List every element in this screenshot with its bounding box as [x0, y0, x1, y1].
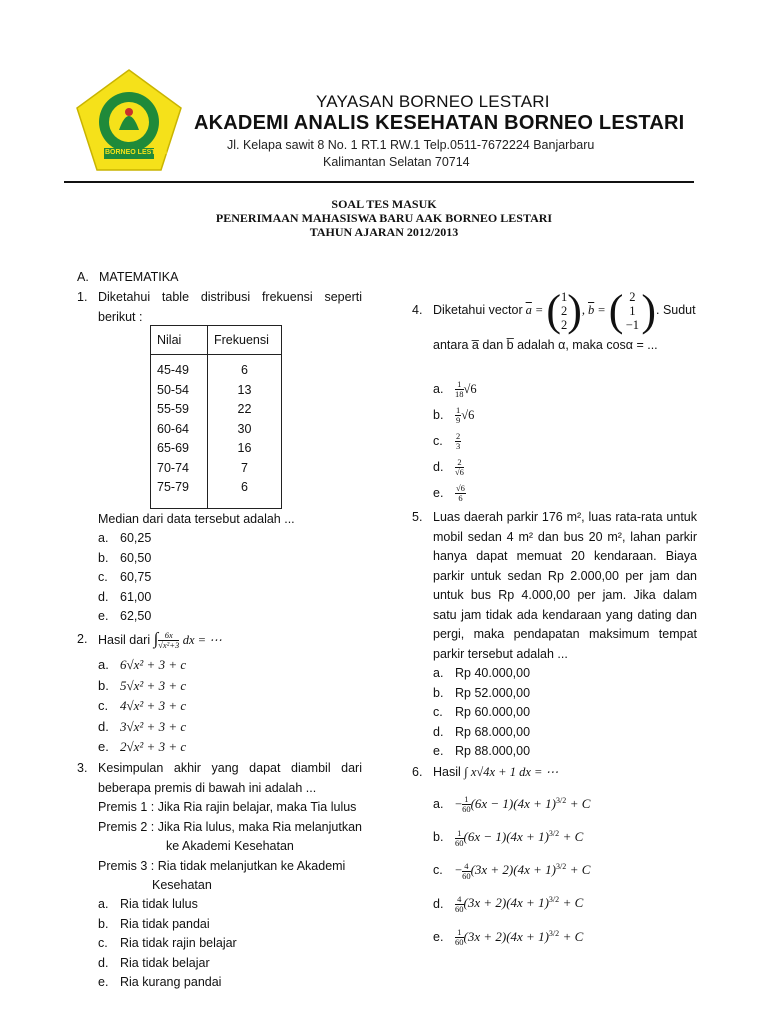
option-item: [433, 852, 590, 885]
option-text: Ria tidak belajar: [120, 955, 210, 970]
option-label: b.: [98, 916, 109, 931]
table-cell: 22: [237, 402, 252, 416]
option-text: 6√x² + 3 + c: [120, 657, 187, 672]
option-item: [433, 402, 477, 428]
section-letter: A.: [77, 270, 89, 284]
option-item: [98, 954, 237, 974]
title-line3: TAHUN AJARAN 2012/2013: [309, 225, 459, 239]
frac-den: √6: [455, 467, 464, 478]
frac-num: 1: [462, 795, 471, 805]
option-label: a.: [98, 657, 109, 672]
option-body: (6x − 1)(4x + 1): [470, 796, 556, 812]
option-label: e.: [433, 486, 444, 500]
option-label: c.: [98, 698, 109, 713]
frac-den: 60: [455, 903, 464, 914]
option-label: d.: [98, 589, 109, 604]
option-item: [98, 549, 151, 569]
option-label: a.: [433, 666, 444, 680]
option-text: Ria kurang pandai: [120, 975, 222, 989]
table-cell: 70-74: [157, 460, 189, 475]
option-label: d.: [98, 955, 109, 970]
option-text: 4√x² + 3 + c: [120, 698, 187, 713]
section-heading: [77, 268, 178, 288]
q4-number: 4.: [412, 303, 423, 317]
option-item: [98, 607, 151, 627]
option-text: Ria tidak pandai: [120, 916, 210, 931]
option-item: [433, 819, 590, 852]
q1-number: 1.: [77, 290, 88, 304]
option-item: [433, 454, 477, 480]
option-label: d.: [433, 460, 444, 474]
option-text: 60,50: [120, 550, 152, 565]
frac-num: 1: [455, 829, 464, 839]
q2-number: 2.: [77, 632, 88, 646]
table-header-nilai: Nilai: [151, 326, 208, 355]
title-line2: PENERIMAAN MAHASISWA BARU AAK BORNEO LESTARI: [215, 211, 553, 225]
option-item: [433, 703, 530, 723]
option-body: (6x − 1)(4x + 1): [463, 829, 549, 845]
option-item: [433, 376, 477, 402]
option-exponent: 3/2: [555, 796, 567, 805]
left-paren-icon: (: [546, 286, 561, 335]
option-text: Rp 52.000,00: [455, 685, 531, 700]
option-label: c.: [98, 570, 108, 584]
left-paren-icon: (: [608, 286, 624, 335]
option-label: a.: [433, 797, 444, 812]
q4-line2: antara a̅ dan b̅ adalah α, maka cosα = ...: [433, 338, 658, 352]
option-text: 5√x² + 3 + c: [120, 677, 187, 693]
frac-den: 60: [455, 837, 464, 848]
table-cell: 75-79: [157, 480, 189, 494]
option-label: a.: [98, 897, 109, 911]
table-cell: 55-59: [157, 402, 189, 416]
frac-num: 4: [462, 862, 471, 872]
option-label: b.: [433, 408, 444, 422]
table-cell: 6: [241, 480, 248, 494]
table-cell: 30: [237, 421, 252, 436]
option-fraction: [455, 380, 464, 399]
frac-num: √6: [456, 483, 465, 494]
frac-den: 60: [455, 936, 464, 947]
option-text: Rp 88.000,00: [455, 744, 531, 758]
option-fraction: [455, 458, 464, 477]
frac-num: 1: [455, 928, 464, 938]
address-line2: Kalimantan Selatan 70714: [323, 155, 470, 169]
q4-question: [433, 288, 696, 334]
option-text: 60,75: [120, 570, 152, 584]
option-item: [98, 973, 237, 993]
option-item: [433, 885, 590, 918]
option-item: [433, 480, 477, 506]
title-line1: SOAL TES MASUK: [331, 197, 437, 211]
frac-den: 6: [458, 493, 463, 504]
option-item: [98, 568, 151, 588]
q2-options: [98, 655, 186, 758]
option-item: [98, 895, 237, 915]
option-exponent: 3/2: [555, 862, 567, 872]
q2-integrand-den: √x²+3: [158, 640, 180, 651]
frac-den: 3: [456, 441, 461, 452]
q1-options: [98, 529, 151, 627]
option-item: [98, 676, 186, 697]
option-body: (3x + 2)(4x + 1): [463, 928, 549, 944]
option-item: [433, 919, 590, 952]
option-item: [98, 737, 186, 758]
option-text: 61,00: [120, 589, 152, 604]
q3-number: 3.: [77, 761, 88, 775]
address-line1: Jl. Kelapa sawit 8 No. 1 RT.1 RW.1 Telp.0511-7672224 Banjarbaru: [227, 138, 595, 152]
q2-question: [98, 627, 222, 652]
option-label: a.: [98, 531, 109, 545]
option-body: (3x + 2)(4x + 1): [463, 895, 549, 911]
table-cell: 45-49: [157, 363, 189, 377]
equals-sign: =: [597, 303, 606, 318]
section-name: MATEMATIKA: [99, 270, 179, 284]
option-label: e.: [98, 609, 109, 623]
option-fraction: [455, 928, 464, 947]
q3-premis2b: ke Akademi Kesehatan: [166, 839, 294, 853]
option-item: [98, 529, 151, 549]
table-cell: 13: [237, 382, 252, 397]
frac-num: 4: [455, 895, 464, 905]
option-text: 60,25: [120, 531, 152, 545]
frac-den: 60: [462, 870, 471, 881]
option-label: d.: [433, 724, 444, 739]
vector-a-symbol: $\overline{a}$: [525, 303, 532, 318]
frac-num: 2: [456, 431, 461, 442]
integral-symbol: ∫: [153, 629, 159, 648]
table-header-frekuensi: Frekuensi: [208, 326, 282, 355]
q3-premis3a: Premis 3 : Ria tidak melanjutkan ke Akademi: [98, 859, 346, 873]
frac-num: 1: [456, 405, 461, 416]
table-body: [151, 355, 282, 509]
vector-b-1: 2: [629, 290, 636, 304]
option-text: Rp 60.000,00: [455, 705, 531, 719]
frequency-table: [150, 325, 282, 509]
q2-integrand-num: 6x: [158, 631, 179, 641]
q2-integrand: [158, 631, 179, 650]
option-item: [98, 915, 237, 935]
q1-question: Median dari data tersebut adalah ...: [98, 512, 295, 526]
option-item: [433, 742, 530, 762]
q2-suffix: dx = ⋯: [182, 633, 222, 647]
option-item: [98, 934, 237, 954]
option-label: e.: [98, 975, 109, 989]
option-label: e.: [98, 739, 109, 754]
q6-question: [433, 763, 558, 783]
option-tail: + C: [569, 862, 591, 878]
option-item: [98, 655, 186, 676]
option-text: 62,50: [120, 609, 152, 623]
option-item: [433, 786, 590, 819]
option-label: e.: [433, 744, 444, 758]
vector-b-3: −1: [625, 318, 639, 332]
vector-b: [608, 286, 656, 335]
q5-options: [433, 664, 530, 762]
option-text: Rp 68.000,00: [455, 724, 531, 739]
option-item: [433, 428, 477, 454]
option-fraction: [462, 795, 471, 814]
option-label: a.: [433, 382, 444, 396]
option-fraction: [462, 862, 471, 881]
option-label: e.: [433, 929, 444, 944]
right-paren-icon: ): [567, 286, 582, 335]
option-label: c.: [98, 936, 108, 950]
frac-den: 18: [455, 389, 464, 400]
academy-name: AKADEMI ANALIS KESEHATAN BORNEO LESTARI: [194, 112, 685, 134]
option-sign: −: [455, 797, 463, 812]
table-nilai-cells: [151, 355, 208, 509]
option-fraction: [455, 895, 464, 914]
q6-prefix: Hasil: [433, 765, 461, 779]
frac-den: 9: [456, 415, 461, 426]
frac-den: 60: [462, 804, 471, 815]
q3-text: Kesimpulan akhir yang dapat diambil dari beberapa premis di bawah ini adalah ...: [98, 761, 362, 795]
option-exponent: 3/2: [548, 928, 560, 938]
vector-a-2: 2: [560, 304, 568, 318]
vector-a: [546, 286, 582, 335]
equals-sign: =: [534, 303, 544, 318]
vector-b-values: [623, 290, 641, 332]
option-label: c.: [433, 863, 443, 878]
q3-premis1: Premis 1 : Jika Ria rajin belajar, maka Tia lulus: [98, 800, 357, 814]
q4-options: [433, 376, 477, 506]
option-item: [433, 723, 530, 743]
option-text: 3√x² + 3 + c: [120, 718, 187, 734]
table-frekuensi-cells: [208, 355, 282, 509]
vector-b-symbol: $\overline{b}$: [588, 303, 595, 318]
foundation-name: YAYASAN BORNEO LESTARI: [316, 92, 550, 111]
option-item: [98, 717, 186, 738]
option-fraction: [455, 432, 461, 451]
option-label: b.: [433, 830, 444, 845]
option-label: c.: [433, 705, 443, 719]
table-cell: 7: [241, 460, 248, 475]
option-tail: √6: [461, 408, 475, 422]
logo-text-bottom: BORNEO LESTARI: [105, 149, 168, 156]
option-tail: + C: [562, 895, 584, 911]
logo: [74, 68, 184, 172]
vector-a-1: 1: [560, 290, 568, 304]
option-body: (3x + 2)(4x + 1): [470, 862, 556, 878]
q3-premis3b: Kesehatan: [152, 878, 212, 892]
right-paren-icon: ): [641, 286, 656, 335]
option-label: b.: [98, 677, 109, 693]
comma: ,: [581, 303, 585, 318]
option-label: c.: [433, 434, 443, 448]
option-exponent: 3/2: [548, 829, 560, 839]
table-cell: 65-69: [157, 441, 189, 455]
q3-premis2a: Premis 2 : Jika Ria lulus, maka Ria melanjutkan: [98, 820, 362, 834]
option-tail: + C: [569, 796, 591, 812]
option-text: 2√x² + 3 + c: [120, 739, 187, 754]
q1-text: Diketahui table distribusi frekuensi seperti berikut :: [98, 290, 362, 324]
table-cell: 6: [241, 363, 248, 377]
vector-b-2: 1: [629, 304, 636, 318]
q6-options: [433, 786, 590, 952]
option-item: [433, 664, 530, 684]
option-label: d.: [98, 718, 109, 734]
q5-number: 5.: [412, 510, 423, 524]
frac-num: 1: [455, 380, 464, 390]
option-tail: + C: [562, 829, 584, 845]
option-text: Rp 40.000,00: [455, 666, 531, 680]
q4-suffix: . Sudut: [656, 303, 696, 318]
q2-prefix: Hasil dari: [98, 633, 151, 647]
option-item: [98, 588, 151, 608]
q5-text: Luas daerah parkir 176 m², luas rata-rata untuk mobil sedan 4 m² dan bus 20 m², lahan parkir hanya dapat memuat 20 kendaraan. Biaya parkir untuk sedan Rp 2.000,00 per jam dan untuk bus Rp 4.000,00 per jam. Jika dalam satu jam tidak ada kendaraan yang dating dan pergi, maka pendapatan maksimum tempat parkir tersebut adalah ...: [433, 510, 697, 661]
q6-number: 6.: [412, 765, 423, 779]
option-tail: √6: [463, 382, 477, 396]
option-item: [433, 684, 530, 704]
option-sign: −: [455, 863, 463, 878]
q3-options: [98, 895, 237, 993]
q6-expression: ∫ x√4x + 1 dx = ⋯: [464, 765, 559, 779]
table-cell: 50-54: [157, 382, 189, 397]
option-item: [98, 696, 186, 717]
option-label: d.: [433, 896, 444, 911]
option-tail: + C: [562, 928, 584, 944]
option-fraction: [455, 484, 466, 503]
q4-prefix: Diketahui vector: [433, 303, 523, 318]
option-label: b.: [433, 685, 444, 700]
table-cell: 16: [237, 441, 252, 455]
frac-num: 2: [455, 458, 464, 468]
option-label: b.: [98, 550, 109, 565]
table-cell: 60-64: [157, 421, 189, 436]
vector-a-3: 2: [560, 318, 568, 332]
option-text: Ria tidak rajin belajar: [120, 936, 237, 950]
option-fraction: [455, 829, 464, 848]
option-text: Ria tidak lulus: [120, 897, 198, 911]
table-header-row: [151, 326, 282, 355]
option-exponent: 3/2: [548, 895, 560, 905]
header-divider: [64, 181, 694, 183]
